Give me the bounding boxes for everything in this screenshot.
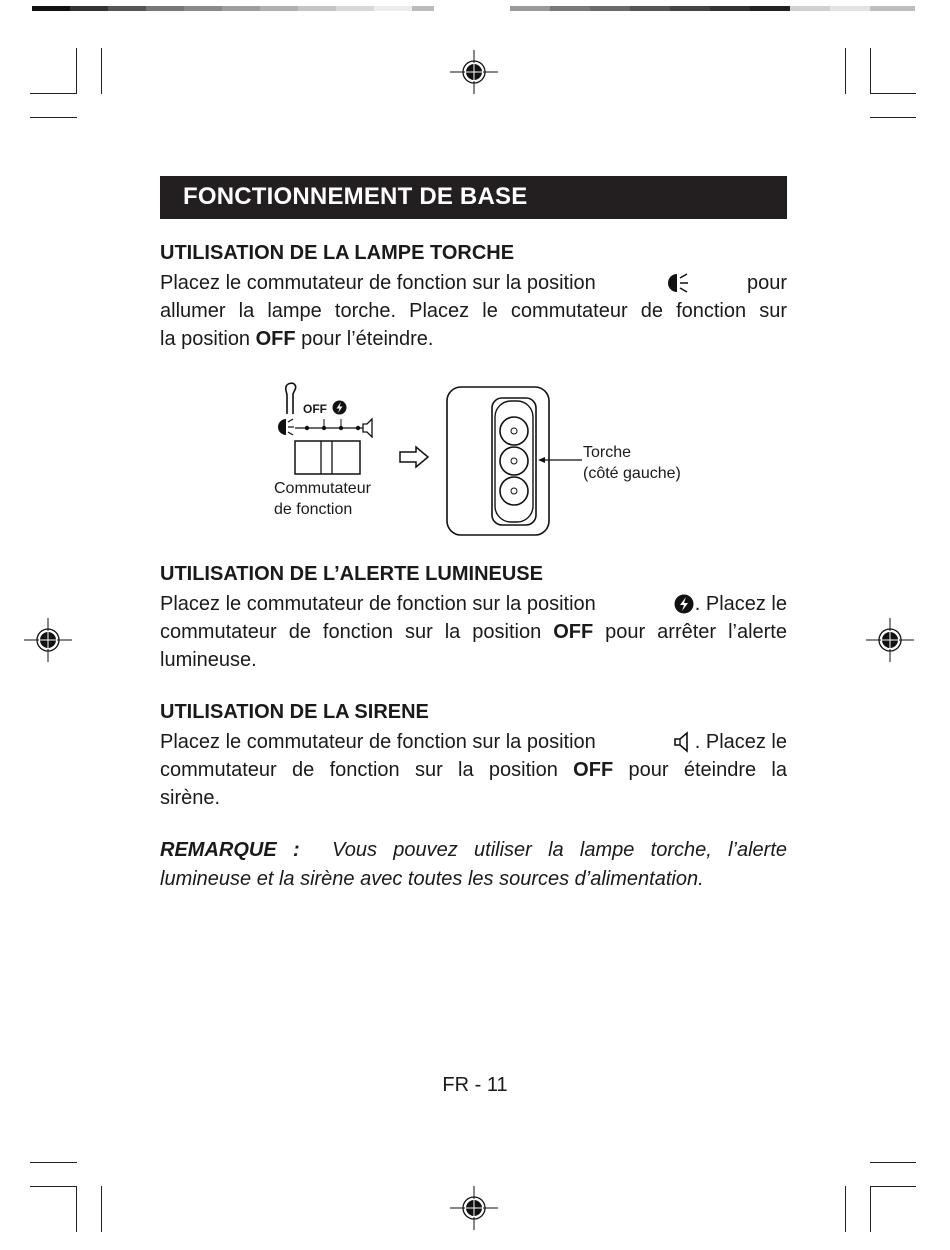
- note-text: Vous pouvez utiliser la lampe torche, l’alerte lumineuse et la sirène avec toutes les sources d’alimentation.: [160, 839, 787, 890]
- siren-line-1: Placez le commutateur de fonction sur la position . Placez le: [160, 731, 787, 753]
- hand-pointer-icon: [281, 382, 303, 416]
- registration-mark-top-icon: [450, 50, 498, 94]
- light-alert-paragraph: [160, 590, 787, 674]
- registration-mark-right-icon: [866, 618, 914, 662]
- torch-line-2: allumer la lampe torche. Placez le commutateur de fonction sur: [160, 300, 787, 322]
- arrow-right-icon: [398, 445, 430, 469]
- torch-line-3: la position OFF pour l’éteindre.: [160, 328, 434, 350]
- print-color-bar-right: [510, 6, 915, 11]
- light-alert-line-2: commutateur de fonction sur la position OFF pour arrêter l’alerte: [160, 621, 787, 643]
- light-alert-line-3: lumineuse.: [160, 649, 257, 671]
- torch-heading: UTILISATION DE LA LAMPE TORCHE: [160, 242, 515, 264]
- section-title: FONCTIONNEMENT DE BASE: [183, 183, 528, 210]
- torch-paragraph: [160, 269, 787, 353]
- flash-alert-icon: [332, 400, 347, 415]
- switch-diagram: [270, 380, 710, 540]
- registration-mark-bottom-icon: [450, 1186, 498, 1230]
- page-number: FR - 11: [442, 1074, 508, 1096]
- switch-off-label: OFF: [303, 402, 327, 416]
- flashlight-icon: [665, 273, 691, 293]
- siren-paragraph: [160, 728, 787, 812]
- switch-caption: Commutateur de fonction: [274, 480, 371, 518]
- siren-icon: [672, 731, 694, 753]
- function-switch-icon: [294, 440, 361, 475]
- torch-label: Torche (côté gauche): [583, 444, 681, 482]
- torch-leader-line: [536, 454, 582, 466]
- flash-alert-icon: [674, 594, 694, 614]
- light-alert-line-1: Placez le commutateur de fonction sur la position . Placez le: [160, 593, 787, 615]
- device-side-view: [446, 386, 550, 536]
- section-title-banner: [160, 176, 787, 219]
- print-color-bar-left: [32, 6, 434, 11]
- siren-line-3: sirène.: [160, 787, 221, 809]
- torch-line-1: Placez le commutateur de fonction sur la position pour: [160, 272, 787, 294]
- note-paragraph: [160, 836, 787, 894]
- note-label: REMARQUE :: [160, 839, 300, 861]
- light-alert-heading: UTILISATION DE L’ALERTE LUMINEUSE: [160, 563, 543, 585]
- siren-line-2: commutateur de fonction sur la position OFF pour éteindre la: [160, 759, 787, 781]
- registration-mark-left-icon: [24, 618, 72, 662]
- siren-heading: UTILISATION DE LA SIRENE: [160, 701, 429, 723]
- switch-positions-icon: [277, 416, 377, 438]
